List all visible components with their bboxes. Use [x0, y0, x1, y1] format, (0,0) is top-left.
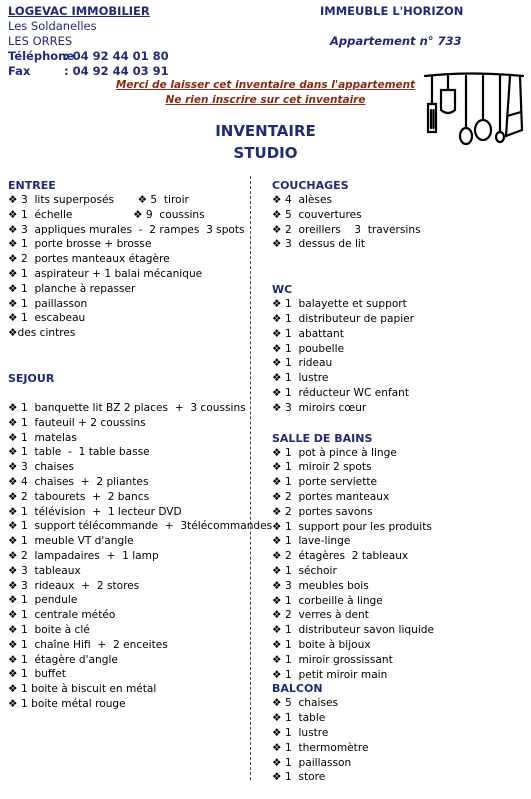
inventory-item [272, 653, 434, 668]
inventory-item [272, 534, 434, 549]
phone-number: : 04 92 44 01 80 [64, 49, 169, 63]
inventory-item [272, 401, 434, 416]
inventory-item-text: 5 chaises [285, 697, 339, 710]
inventory-item [272, 770, 434, 785]
inventory-item-text: 1 porte serviette [285, 476, 378, 489]
bullet-icon: ❖ [8, 564, 18, 577]
bullet-icon: ❖ [272, 490, 282, 503]
inventory-item-text: 3 rideaux + 2 stores [21, 579, 140, 592]
building-name: IMMEUBLE L'HORIZON [320, 4, 464, 18]
salle-de-bains-list [272, 446, 434, 683]
inventory-item [272, 460, 434, 475]
inventory-item [8, 490, 272, 505]
inventory-item-text: 1 boite à clé [21, 623, 90, 636]
bullet-icon: ❖ [272, 594, 282, 607]
bullet-icon: ❖ [8, 594, 18, 607]
inventory-item [8, 623, 272, 638]
inventory-item [272, 623, 434, 638]
inventory-item [8, 564, 272, 579]
inventory-item [272, 756, 434, 771]
inventory-item [272, 520, 434, 535]
bullet-icon: ❖ [8, 312, 18, 325]
inventory-item [8, 593, 272, 608]
bullet-icon: ❖ [8, 267, 18, 280]
inventory-item [272, 549, 434, 564]
bullet-icon: ❖ [8, 535, 18, 548]
fax-line [8, 64, 169, 79]
inventory-item [8, 667, 272, 682]
inventory-item [8, 505, 272, 520]
inventory-item [8, 252, 272, 267]
inventory-item [272, 696, 434, 711]
page-subtitle: STUDIO [233, 144, 298, 162]
bullet-icon: ❖ [8, 475, 18, 488]
inventory-item-text: 1 table [285, 712, 326, 725]
couchages-list [272, 193, 434, 252]
inventory-item-text: 1 escabeau [21, 312, 86, 325]
inventory-item [8, 237, 272, 252]
inventory-item-text: 1 paillasson [21, 297, 88, 310]
bullet-icon: ❖ [272, 327, 282, 340]
inventory-item-text: 1 rideau [285, 357, 333, 370]
inventory-item [8, 682, 272, 697]
bullet-icon: ❖ [8, 697, 18, 710]
agency-block [8, 4, 169, 79]
bullet-icon: ❖ [8, 668, 18, 681]
bullet-icon: ❖ [272, 386, 282, 399]
inventory-item-text: 2 tabourets + 2 bancs [21, 490, 150, 503]
inventory-item [8, 267, 272, 282]
bullet-icon: ❖ [8, 505, 18, 518]
inventory-item-text: 1 séchoir [285, 564, 337, 577]
phone-label: Téléphone [8, 49, 75, 63]
inventory-item [272, 726, 434, 741]
balcon-list [272, 696, 434, 785]
inventory-item [272, 297, 434, 312]
wc-list [272, 297, 434, 415]
inventory-item [8, 297, 272, 312]
inventory-item [272, 608, 434, 623]
inventory-item-text: 1 corbeille à linge [285, 594, 383, 607]
bullet-icon: ❖ [8, 653, 18, 666]
inventory-item [8, 638, 272, 653]
inventory-item-text: 1 boite à bijoux [285, 638, 371, 651]
inventory-item [272, 668, 434, 683]
inventory-item-text: 3 dessus de lit [285, 238, 366, 251]
inventory-item-text: 1 poubelle [285, 342, 345, 355]
bullet-icon: ❖ [272, 208, 282, 221]
bullet-icon: ❖ [8, 238, 18, 251]
inventory-item-text: 3 tableaux [21, 564, 81, 577]
bullet-icon: ❖ [272, 771, 282, 784]
inventory-item-text: 3 miroirs cœur [285, 401, 367, 414]
section-heading-couchages: COUCHAGES [272, 179, 349, 192]
bullet-icon: ❖ [272, 461, 282, 474]
inventory-item-text: 3 appliques murales - 2 rampes 3 spots [21, 223, 245, 236]
bullet-icon: ❖ [272, 372, 282, 385]
notice-line-2: Ne rien inscrire sur cet inventaire [165, 94, 366, 106]
inventory-item [272, 564, 434, 579]
inventory-item [272, 446, 434, 461]
bullet-icon: ❖ [272, 298, 282, 311]
inventory-item [8, 519, 272, 534]
section-heading-wc: WC [272, 283, 293, 297]
inventory-item [8, 282, 272, 297]
bullet-icon: ❖ [272, 238, 282, 251]
page-title: INVENTAIRE [215, 122, 316, 140]
inventory-item-text: 2 portes manteaux [285, 490, 390, 503]
inventory-item-text: 1 lustre [285, 372, 329, 385]
inventory-item [272, 490, 434, 505]
inventory-item-text: 1 distributeur de papier [285, 312, 415, 325]
inventory-item [8, 549, 272, 564]
inventory-item [272, 505, 434, 520]
bullet-icon: ❖ [272, 550, 282, 563]
inventory-item-text: 2 lampadaires + 1 lamp [21, 549, 159, 562]
bullet-icon: ❖ [8, 401, 18, 414]
bullet-icon: ❖ [272, 756, 282, 769]
inventory-item [8, 460, 272, 475]
inventory-item-text: 1 fauteuil + 2 coussins [21, 416, 146, 429]
bullet-icon: ❖ [272, 726, 282, 739]
bullet-icon: ❖ [272, 505, 282, 518]
bullet-icon: ❖ [8, 638, 18, 651]
inventory-item-text: 1 miroir grossissant [285, 653, 393, 666]
inventory-item-text: 2 étagères 2 tableaux [285, 550, 409, 563]
inventory-item [8, 193, 272, 208]
inventory-item [8, 608, 272, 623]
bullet-icon: ❖ [8, 208, 18, 221]
inventory-item-text: 1 centrale météo [21, 609, 116, 622]
inventory-item-text: 1 télévision + 1 lecteur DVD [21, 505, 182, 518]
inventory-item-text: 1 planche à repasser [21, 282, 136, 295]
inventory-item-text: 2 oreillers 3 traversins [285, 223, 421, 236]
bullet-icon: ❖ [272, 579, 282, 592]
inventory-item-text: 1 pendule [21, 594, 78, 607]
entree-list [8, 193, 272, 326]
inventory-item-text: 1 miroir 2 spots [285, 461, 372, 474]
inventory-item-text: 2 portes manteaux étagère [21, 253, 170, 266]
inventory-item-text: 1 étagère d'angle [21, 653, 118, 666]
bullet-icon: ❖ [8, 416, 18, 429]
sejour-list [8, 401, 272, 712]
inventory-item-text: 1 abattant [285, 327, 344, 340]
fax-number: : 04 92 44 03 91 [64, 64, 169, 78]
inventory-item [8, 311, 272, 326]
inventory-item [272, 386, 434, 401]
inventory-item [272, 327, 434, 342]
inventory-item [272, 371, 434, 386]
inventory-item-text: 4 alèses [285, 194, 332, 206]
inventory-item-text: 1 balayette et support [285, 298, 407, 311]
bullet-icon: ❖ [8, 446, 18, 459]
left-column [8, 179, 272, 712]
bullet-icon: ❖ [272, 741, 282, 754]
bullet-icon: ❖ [272, 312, 282, 325]
inventory-item-text: 5 couvertures [285, 208, 362, 221]
inventory-item [8, 208, 272, 223]
inventory-item-text: 3 chaises [21, 461, 75, 474]
inventory-item [272, 342, 434, 357]
inventory-item [272, 638, 434, 653]
inventory-item-text: 1 petit miroir main [285, 668, 388, 681]
inventory-item [272, 356, 434, 371]
inventory-item-text: 1 distributeur savon liquide [285, 624, 435, 637]
bullet-icon: ❖ [8, 683, 18, 696]
inventory-item-text: 1 porte brosse + brosse [21, 238, 152, 251]
bullet-icon: ❖ [272, 609, 282, 622]
inventory-item-text: 3 meubles bois [285, 579, 369, 592]
bullet-icon: ❖ [8, 579, 18, 592]
inventory-item-text: 1 chaîne Hifi + 2 enceites [21, 638, 168, 651]
inventory-item [8, 401, 272, 416]
inventory-item [8, 697, 272, 712]
inventory-item [272, 741, 434, 756]
section-heading-entree: ENTREE [8, 179, 56, 192]
bullet-icon: ❖ [272, 535, 282, 548]
inventory-item-text: 1 support pour les produits [285, 520, 432, 533]
bullet-icon: ❖ [8, 461, 18, 474]
inventory-item-text: 1 store [285, 771, 326, 784]
inventory-item-text: 1 support télécommande + 3télécommandes [21, 520, 273, 533]
section-heading-sejour: SEJOUR [8, 371, 55, 385]
inventory-item-text: 1 lave-linge [285, 535, 351, 548]
inventory-item-text: 4 chaises + 2 pliantes [21, 475, 149, 488]
inventory-item-text: 2 portes savons [285, 505, 373, 518]
apartment-number: Appartement n° 733 [330, 34, 462, 48]
inventory-item-text: 1 pot à pince à linge [285, 446, 397, 459]
right-column [272, 179, 434, 785]
bullet-icon: ❖ [272, 223, 282, 236]
inventory-item [272, 237, 434, 252]
bullet-icon: ❖ [272, 342, 282, 355]
inventory-item [272, 579, 434, 594]
inventory-item [8, 223, 272, 238]
bullet-icon: ❖ [272, 520, 282, 533]
inventory-item-text: 1 buffet [21, 668, 66, 681]
bullet-icon: ❖ [272, 357, 282, 370]
bullet-icon: ❖ [8, 520, 18, 533]
bullet-icon: ❖ [272, 668, 282, 681]
bullet-icon: ❖ [272, 697, 282, 710]
bullet-icon: ❖ [8, 549, 18, 562]
inventory-item-text: 1 matelas [21, 431, 77, 444]
inventory-item [8, 445, 272, 460]
bullet-icon: ❖ [272, 401, 282, 414]
inventory-item-text: 1 boite à biscuit en métal [21, 683, 157, 696]
company-name: LOGEVAC IMMOBILIER [8, 4, 150, 18]
bullet-icon: ❖ [272, 653, 282, 666]
bullet-icon: ❖ [8, 223, 18, 236]
inventory-item-text: 1 paillasson [285, 756, 352, 769]
inventory-item [272, 594, 434, 609]
inventory-item-text: 1 meuble VT d'angle [21, 535, 134, 548]
notice-line-1: Merci de laisser cet inventaire dans l'appartement [115, 79, 416, 91]
inventory-item [272, 208, 434, 223]
section-heading-balcon: BALCON [272, 682, 323, 696]
inventory-item-text: 1 échelle ❖ 9 coussins [21, 208, 205, 221]
inventory-item-text: 1 lustre [285, 726, 329, 739]
inventory-item-text: 3 lits superposés ❖ 5 tiroir [21, 194, 189, 206]
bullet-icon: ❖ [8, 623, 18, 636]
phone-line [8, 49, 169, 64]
bullet-icon: ❖ [272, 624, 282, 637]
address-line-2: LES ORRES [8, 34, 73, 48]
bullet-icon: ❖ [8, 194, 18, 206]
inventory-item-text: 1 aspirateur + 1 balai mécanique [21, 267, 203, 280]
inventory-item [272, 312, 434, 327]
inventory-item [8, 475, 272, 490]
bullet-icon: ❖ [8, 253, 18, 266]
inventory-item-text: 1 réducteur WC enfant [285, 386, 410, 399]
inventory-item [8, 534, 272, 549]
inventory-item [272, 193, 434, 208]
entree-extra-item: ❖des cintres [8, 327, 76, 340]
bullet-icon: ❖ [8, 282, 18, 295]
inventory-item-text: 1 banquette lit BZ 2 places + 3 coussins [21, 401, 246, 414]
fax-label: Fax [8, 64, 31, 78]
bullet-icon: ❖ [272, 476, 282, 489]
inventory-item [8, 416, 272, 431]
inventory-item [272, 711, 434, 726]
inventory-item [8, 431, 272, 446]
inventory-item [272, 475, 434, 490]
address-line-1: Les Soldanelles [8, 19, 97, 33]
inventory-item-text: 1 table - 1 table basse [21, 446, 150, 459]
inventory-item [8, 653, 272, 668]
bullet-icon: ❖ [8, 490, 18, 503]
section-heading-salle-de-bains: SALLE DE BAINS [272, 431, 373, 445]
bullet-icon: ❖ [8, 431, 18, 444]
inventory-item [8, 579, 272, 594]
bullet-icon: ❖ [272, 564, 282, 577]
bullet-icon: ❖ [8, 297, 18, 310]
inventory-item-text: 1 thermomètre [285, 741, 369, 754]
bullet-icon: ❖ [8, 609, 18, 622]
inventory-item-text: 1 boite métal rouge [21, 697, 126, 710]
inventory-item-text: 2 verres à dent [285, 609, 369, 622]
bullet-icon: ❖ [272, 638, 282, 651]
bullet-icon: ❖ [272, 712, 282, 725]
bullet-icon: ❖ [272, 446, 282, 459]
bullet-icon: ❖ [272, 194, 282, 206]
inventory-item [272, 223, 434, 238]
